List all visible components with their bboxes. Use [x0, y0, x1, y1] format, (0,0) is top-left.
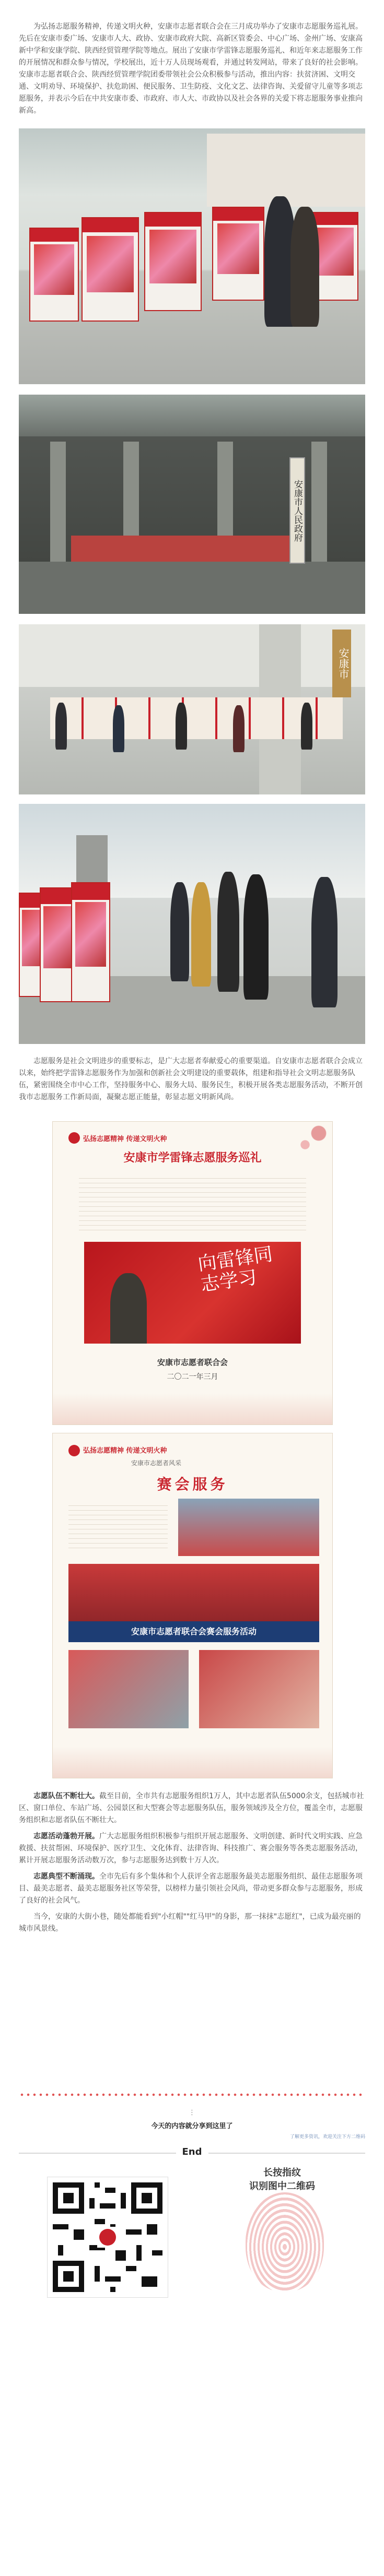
- qr-code[interactable]: [47, 2177, 168, 2298]
- poster1-leifeng-image: [84, 1242, 301, 1344]
- poster2-photo-runners: [199, 1650, 319, 1728]
- poster2-subtitle: 安康市志愿者风采: [131, 1459, 182, 1467]
- poster1-body-text: [79, 1174, 306, 1231]
- building-sign: 安康市人民政府: [289, 457, 305, 564]
- section3-item-3: 志愿典型不断涌现。全市先后有多个集体和个人获评全省志愿服务最美志愿服务组织、最佳志愿服务项目、最美志愿者、最美志愿服务社区等荣誉，以榜样力量引领社会风尚，带动更多群众参与志愿服务，形成了良好的社会风气。: [19, 1872, 363, 1905]
- poster-event-service: [52, 1433, 333, 1778]
- poster1-calligraphy: 向雷锋同志学习: [196, 1243, 274, 1296]
- fingerprint-icon[interactable]: [246, 2192, 324, 2292]
- end-label: End: [176, 2146, 208, 2157]
- qr-prompt-text: 长按指纹 识别图中二维码: [249, 2167, 315, 2192]
- section3: [19, 1790, 365, 1935]
- decorative-dots: [19, 2092, 365, 2097]
- follow-note-link[interactable]: 了解更多资讯，欢迎关注下方二维码: [289, 2134, 365, 2140]
- photo-government-building: [19, 395, 365, 614]
- poster2-photo-marathon: [178, 1499, 319, 1556]
- poster2-photo-volunteers: [68, 1650, 189, 1728]
- photo-indoor-hall: [19, 624, 365, 794]
- poster1-date: 二〇二一年三月: [167, 1373, 218, 1381]
- hall-sign: 安康市: [332, 630, 351, 697]
- poster1-organizer: 安康市志愿者联合会: [157, 1358, 228, 1367]
- section3-item-2: 志愿活动蓬勃开展。广大志愿服务组织积极参与组织开展志愿服务、文明创建、新时代文明实践、应急救援、扶贫帮困、环境保护、医疗卫生、文化体育、法律咨询、科技推广、赛会服务等各类志愿服务活动，累计开展志愿服务活动数万次，参与志愿服务达到数十万人次。: [19, 1832, 363, 1865]
- poster2-banner: 安康市志愿者联合会赛会服务活动: [68, 1621, 319, 1642]
- photo-campus-exhibition: [19, 804, 365, 1044]
- fingerprint-prompt[interactable]: [230, 2166, 334, 2302]
- poster2-slogan: 弘扬志愿精神 传递文明火种: [83, 1447, 167, 1455]
- poster1-title: 安康市学雷锋志愿服务巡礼: [123, 1151, 262, 1165]
- qr-code-graphic: [48, 2177, 168, 2297]
- share-note: 今天的内容就分享到这里了: [151, 2122, 233, 2130]
- poster2-photo-group: [68, 1564, 319, 1642]
- volunteer-logo-icon: [68, 1132, 80, 1144]
- closing-paragraph: 当今，安康的大街小巷，随处都能看到"小红帽""红马甲"的身影，那一抹抹"志愿红"，已成为最亮丽的城市风景线。: [19, 1913, 361, 1933]
- poster-lei-feng: [52, 1121, 333, 1425]
- section2-paragraph: 志愿服务是社会文明进步的重要标志，是广大志愿者奉献爱心的重要渠道。自安康市志愿者联合会成立以来，始终把学雷锋志愿服务作为加强和创新社会文明建设的重要载体，组建和指导社会文明志愿服务队伍，紧密围绕全市中心工作，坚持服务中心、服务大局、服务民生，积极开展各类志愿服务活动，不断开创我市志愿服务工作新局面，凝聚志愿正能量，彰显志愿文明新风尚。: [19, 1057, 363, 1101]
- poster1-slogan: 弘扬志愿精神 传递文明火种: [83, 1135, 167, 1143]
- poster2-title: 赛会服务: [157, 1476, 228, 1493]
- intro-paragraph: 为弘扬志愿服务精神，传递文明火种，安康市志愿者联合会在三月成功举办了安康市志愿服务巡礼展。先后在安康市委广场、安康市人大、政协、安康市政府大院、高新区管委会、中心广场、金州广场、安康高新中学和安康学院、陕西经贸管理学院等地点。展出了安康市学雷锋志愿服务巡礼、和近年来志愿服务工作的开展情况和群众参与情况，学校展出，近十万人员现场观看，并通过转发网站，带来了良好的社会影响。安康市志愿者联合会、陕西经贸管理学院团委带领社会公众积极参与活动，推出内容：扶贫济困、文明交通、文明劝导、环境保护、扶危助困、便民服务、卫生防疫、文化文艺、法律咨询、关爱留守儿童等多项志愿服务，并表示今后在中共安康市委、市政府、市人大、市政协以及社会各界的关爱下将志愿服务事业推向新高。: [19, 22, 363, 115]
- photo-outdoor-exhibition: [19, 128, 365, 384]
- section3-item-1: 志愿队伍不断壮大。截至目前，全市共有志愿服务组织1万人，其中志愿者队伍5000余支，包括城市社区、窗口单位、车站广场、公园景区和大型赛会等志愿服务队伍，服务领域涉及全方位，覆盖全市，志愿服务组织和志愿者队伍不断壮大。: [19, 1792, 364, 1824]
- volunteer-logo-icon: [68, 1445, 80, 1456]
